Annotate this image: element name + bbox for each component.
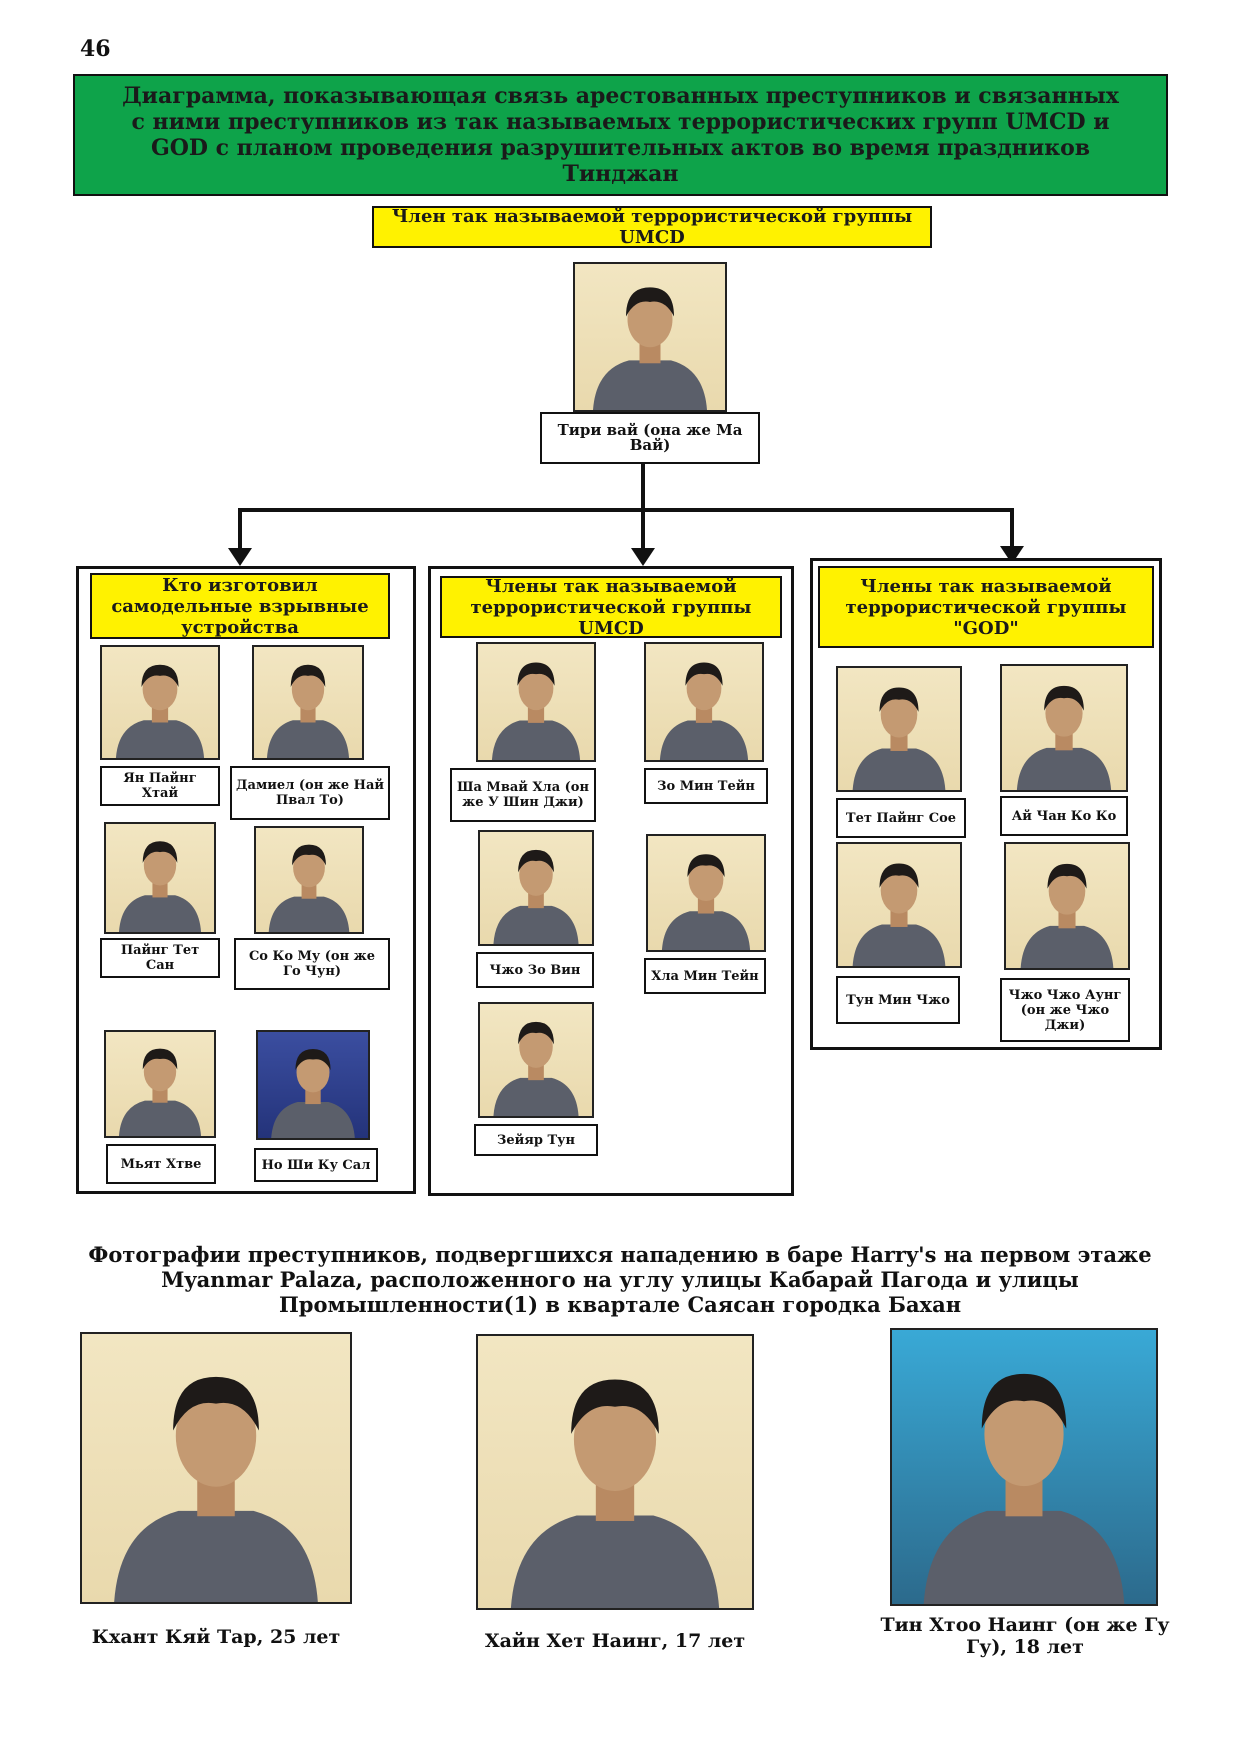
portrait-body-shape <box>114 1511 318 1602</box>
portrait-silhouette-icon <box>478 644 594 760</box>
member-photo <box>104 822 216 934</box>
member-photo <box>1004 842 1130 970</box>
member-photo <box>836 842 962 968</box>
member-photo <box>256 1030 370 1140</box>
member-photo <box>1000 664 1128 792</box>
portrait-silhouette-icon <box>648 836 764 950</box>
portrait-body-shape <box>119 1101 201 1136</box>
connector-horizontal <box>238 508 1014 512</box>
portrait-silhouette-icon <box>478 1336 752 1608</box>
member-name: Со Ко Му (он же Го Чун) <box>234 938 390 990</box>
member-name: Тун Мин Чжо <box>836 976 960 1024</box>
member-name: Мьят Хтве <box>106 1144 216 1184</box>
victim-photo <box>476 1334 754 1610</box>
member-photo <box>254 826 364 934</box>
portrait-body-shape <box>593 360 707 410</box>
portrait-body-shape <box>493 1078 578 1116</box>
victim-caption: Кхант Кяй Тар, 25 лет <box>91 1626 341 1648</box>
member-name: Хла Мин Тейн <box>644 958 766 994</box>
diagram-title-text: Диаграмма, показывающая связь арестованных преступников и связанных с ними преступников из так называемых террористических групп UMCD и GOD с планом проведения разрушительных актов во время праздников Тинджан <box>122 83 1119 187</box>
group-umcd-title: Члены так называемой террористической группы UMCD <box>440 576 782 638</box>
portrait-body-shape <box>492 721 580 760</box>
member-photo <box>476 642 596 762</box>
member-name: Ай Чан Ко Ко <box>1000 796 1128 836</box>
portrait-silhouette-icon <box>838 668 960 790</box>
portrait-body-shape <box>511 1516 719 1608</box>
member-photo <box>836 666 962 792</box>
portrait-body-shape <box>1021 926 1114 968</box>
portrait-body-shape <box>119 895 201 932</box>
portrait-body-shape <box>853 925 946 966</box>
portrait-silhouette-icon <box>480 832 592 944</box>
portrait-silhouette-icon <box>106 824 214 932</box>
portrait-body-shape <box>660 721 748 760</box>
arrow-down-left-icon <box>228 548 252 566</box>
member-name: Дамиел (он же Най Пвал То) <box>230 766 390 820</box>
victims-section-title: Фотографии преступников, подвергшихся нападению в баре Harry's на первом этаже Myanmar Palaza, расположенного на углу улицы Кабарай Пагода и улицы Промышленности(1) в квартале Саясан городка Бахан <box>88 1242 1152 1317</box>
member-name: Зейяр Тун <box>474 1124 598 1156</box>
member-name: Пайнг Тет Сан <box>100 938 220 978</box>
member-name: Ша Мвай Хла (он же У Шин Джи) <box>450 768 596 822</box>
portrait-silhouette-icon <box>892 1330 1156 1604</box>
top-member-photo <box>573 262 727 412</box>
victim-caption: Хайн Хет Наинг, 17 лет <box>484 1630 746 1652</box>
group-ied-makers-title: Кто изготовил самодельные взрывные устройства <box>90 573 390 639</box>
member-photo <box>104 1030 216 1138</box>
portrait-silhouette-icon <box>256 828 362 932</box>
member-photo <box>100 645 220 760</box>
member-name: Чжо Чжо Аунг (он же Чжо Джи) <box>1000 978 1130 1042</box>
member-photo <box>646 834 766 952</box>
portrait-body-shape <box>1017 748 1111 790</box>
portrait-silhouette-icon <box>82 1334 350 1602</box>
portrait-silhouette-icon <box>575 264 725 410</box>
portrait-body-shape <box>924 1511 1125 1604</box>
portrait-silhouette-icon <box>1006 844 1128 968</box>
arrow-down-middle-icon <box>631 548 655 566</box>
member-name: Тет Пайнг Сое <box>836 798 966 838</box>
portrait-body-shape <box>116 720 204 758</box>
portrait-silhouette-icon <box>480 1004 592 1116</box>
portrait-body-shape <box>271 1102 355 1138</box>
member-photo <box>478 1002 594 1118</box>
top-member-label: Член так называемой террористической группы UMCD <box>372 206 932 248</box>
connector-vertical-top <box>641 464 645 510</box>
member-name: Ян Пайнг Хтай <box>100 766 220 806</box>
portrait-silhouette-icon <box>1002 666 1126 790</box>
portrait-silhouette-icon <box>254 647 362 758</box>
portrait-body-shape <box>853 749 946 790</box>
member-photo <box>478 830 594 946</box>
victim-photo <box>890 1328 1158 1606</box>
group-god-title: Члены так называемой террористической группы "GOD" <box>818 566 1154 648</box>
portrait-body-shape <box>493 906 578 944</box>
member-name: Чжо Зо Вин <box>476 952 594 988</box>
victim-caption: Тин Хтоо Наинг (он же Гу Гу), 18 лет <box>880 1614 1170 1658</box>
portrait-silhouette-icon <box>102 647 218 758</box>
connector-right <box>1010 508 1014 550</box>
portrait-silhouette-icon <box>106 1032 214 1136</box>
portrait-body-shape <box>267 720 349 758</box>
portrait-silhouette-icon <box>258 1032 368 1138</box>
top-member-name: Тири вай (она же Ма Вай) <box>540 412 760 464</box>
diagram-title <box>73 74 1168 196</box>
portrait-body-shape <box>662 911 750 950</box>
victim-photo <box>80 1332 352 1604</box>
member-name: Зо Мин Тейн <box>644 768 768 804</box>
portrait-body-shape <box>269 897 350 932</box>
portrait-silhouette-icon <box>838 844 960 966</box>
member-photo <box>252 645 364 760</box>
page-number: 46 <box>80 36 111 62</box>
member-name: Но Ши Ку Сал <box>254 1148 378 1182</box>
portrait-silhouette-icon <box>646 644 762 760</box>
member-photo <box>644 642 764 762</box>
